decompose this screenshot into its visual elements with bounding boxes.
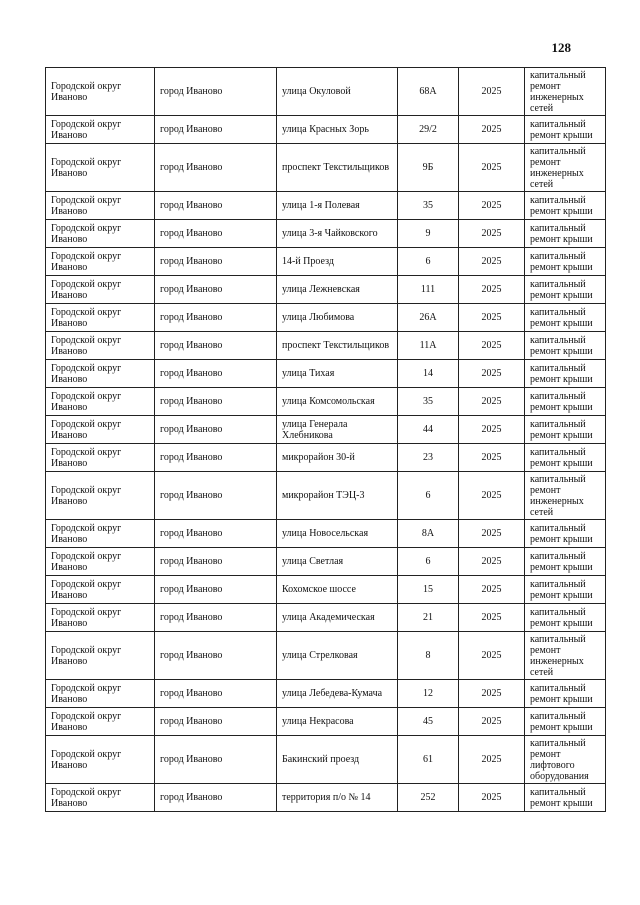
year-cell: 2025 xyxy=(459,708,525,736)
house-number-cell: 23 xyxy=(398,444,459,472)
year-cell: 2025 xyxy=(459,520,525,548)
work-type-cell: капитальный ремонт инженерных сетей xyxy=(525,472,606,520)
work-type-cell: капитальный ремонт крыши xyxy=(525,116,606,144)
city-cell: город Иваново xyxy=(155,276,277,304)
region-cell: Городской округ Иваново xyxy=(46,116,155,144)
street-cell: микрорайон ТЭЦ-3 xyxy=(277,472,398,520)
city-cell: город Иваново xyxy=(155,784,277,812)
house-number-cell: 45 xyxy=(398,708,459,736)
city-cell: город Иваново xyxy=(155,304,277,332)
table-row xyxy=(46,784,606,812)
street-cell: улица Комсомольская xyxy=(277,388,398,416)
street-cell: проспект Текстильщиков xyxy=(277,144,398,192)
house-number-cell: 9 xyxy=(398,220,459,248)
street-cell: улица Тихая xyxy=(277,360,398,388)
street-cell: улица Светлая xyxy=(277,548,398,576)
region-cell: Городской округ Иваново xyxy=(46,220,155,248)
table-row xyxy=(46,116,606,144)
work-type-cell: капитальный ремонт крыши xyxy=(525,548,606,576)
table-row xyxy=(46,332,606,360)
table-row xyxy=(46,520,606,548)
city-cell: город Иваново xyxy=(155,332,277,360)
city-cell: город Иваново xyxy=(155,548,277,576)
work-type-cell: капитальный ремонт крыши xyxy=(525,332,606,360)
region-cell: Городской округ Иваново xyxy=(46,360,155,388)
region-cell: Городской округ Иваново xyxy=(46,736,155,784)
region-cell: Городской округ Иваново xyxy=(46,444,155,472)
city-cell: город Иваново xyxy=(155,444,277,472)
house-number-cell: 61 xyxy=(398,736,459,784)
work-type-cell: капитальный ремонт крыши xyxy=(525,520,606,548)
city-cell: город Иваново xyxy=(155,192,277,220)
table-row xyxy=(46,220,606,248)
page-number: 128 xyxy=(551,40,571,55)
table-row xyxy=(46,472,606,520)
street-cell: улица 3-я Чайковского xyxy=(277,220,398,248)
table-row xyxy=(46,360,606,388)
table-body xyxy=(46,68,606,812)
region-cell: Городской округ Иваново xyxy=(46,632,155,680)
table-row xyxy=(46,444,606,472)
table-row xyxy=(46,736,606,784)
year-cell: 2025 xyxy=(459,736,525,784)
street-cell: Бакинский проезд xyxy=(277,736,398,784)
table-row xyxy=(46,416,606,444)
city-cell: город Иваново xyxy=(155,736,277,784)
street-cell: улица Лебедева-Кумача xyxy=(277,680,398,708)
year-cell: 2025 xyxy=(459,444,525,472)
work-type-cell: капитальный ремонт инженерных сетей xyxy=(525,632,606,680)
region-cell: Городской округ Иваново xyxy=(46,276,155,304)
city-cell: город Иваново xyxy=(155,116,277,144)
year-cell: 2025 xyxy=(459,68,525,116)
region-cell: Городской округ Иваново xyxy=(46,784,155,812)
street-cell: 14-й Проезд xyxy=(277,248,398,276)
city-cell: город Иваново xyxy=(155,388,277,416)
region-cell: Городской округ Иваново xyxy=(46,68,155,116)
city-cell: город Иваново xyxy=(155,576,277,604)
year-cell: 2025 xyxy=(459,276,525,304)
city-cell: город Иваново xyxy=(155,604,277,632)
year-cell: 2025 xyxy=(459,220,525,248)
table-row xyxy=(46,304,606,332)
table-row xyxy=(46,192,606,220)
work-type-cell: капитальный ремонт крыши xyxy=(525,416,606,444)
region-cell: Городской округ Иваново xyxy=(46,388,155,416)
region-cell: Городской округ Иваново xyxy=(46,604,155,632)
house-number-cell: 6 xyxy=(398,248,459,276)
year-cell: 2025 xyxy=(459,360,525,388)
house-number-cell: 44 xyxy=(398,416,459,444)
house-number-cell: 12 xyxy=(398,680,459,708)
region-cell: Городской округ Иваново xyxy=(46,332,155,360)
region-cell: Городской округ Иваново xyxy=(46,680,155,708)
year-cell: 2025 xyxy=(459,548,525,576)
work-type-cell: капитальный ремонт инженерных сетей xyxy=(525,68,606,116)
house-number-cell: 35 xyxy=(398,192,459,220)
house-number-cell: 6 xyxy=(398,472,459,520)
house-number-cell: 35 xyxy=(398,388,459,416)
table-row xyxy=(46,68,606,116)
table-row xyxy=(46,276,606,304)
house-number-cell: 26А xyxy=(398,304,459,332)
house-number-cell: 8А xyxy=(398,520,459,548)
street-cell: улица Некрасова xyxy=(277,708,398,736)
house-number-cell: 8 xyxy=(398,632,459,680)
work-type-cell: капитальный ремонт крыши xyxy=(525,604,606,632)
house-number-cell: 14 xyxy=(398,360,459,388)
year-cell: 2025 xyxy=(459,784,525,812)
street-cell: улица Академическая xyxy=(277,604,398,632)
work-type-cell: капитальный ремонт крыши xyxy=(525,220,606,248)
work-type-cell: капитальный ремонт крыши xyxy=(525,192,606,220)
year-cell: 2025 xyxy=(459,332,525,360)
house-number-cell: 9Б xyxy=(398,144,459,192)
house-number-cell: 6 xyxy=(398,548,459,576)
work-type-cell: капитальный ремонт крыши xyxy=(525,680,606,708)
street-cell: улица Новосельская xyxy=(277,520,398,548)
region-cell: Городской округ Иваново xyxy=(46,548,155,576)
street-cell: улица Генерала Хлебникова xyxy=(277,416,398,444)
work-type-cell: капитальный ремонт крыши xyxy=(525,708,606,736)
street-cell: микрорайон 30-й xyxy=(277,444,398,472)
table-row xyxy=(46,632,606,680)
year-cell: 2025 xyxy=(459,472,525,520)
work-type-cell: капитальный ремонт крыши xyxy=(525,388,606,416)
table-row xyxy=(46,548,606,576)
house-number-cell: 68А xyxy=(398,68,459,116)
street-cell: территория п/о № 14 xyxy=(277,784,398,812)
city-cell: город Иваново xyxy=(155,68,277,116)
street-cell: улица 1-я Полевая xyxy=(277,192,398,220)
work-type-cell: капитальный ремонт крыши xyxy=(525,304,606,332)
street-cell: улица Лежневская xyxy=(277,276,398,304)
house-number-cell: 11А xyxy=(398,332,459,360)
work-type-cell: капитальный ремонт крыши xyxy=(525,784,606,812)
street-cell: Кохомское шоссе xyxy=(277,576,398,604)
year-cell: 2025 xyxy=(459,304,525,332)
region-cell: Городской округ Иваново xyxy=(46,520,155,548)
city-cell: город Иваново xyxy=(155,220,277,248)
street-cell: проспект Текстильщиков xyxy=(277,332,398,360)
table-row xyxy=(46,248,606,276)
table-row xyxy=(46,144,606,192)
work-type-cell: капитальный ремонт крыши xyxy=(525,248,606,276)
year-cell: 2025 xyxy=(459,144,525,192)
region-cell: Городской округ Иваново xyxy=(46,144,155,192)
year-cell: 2025 xyxy=(459,248,525,276)
table-row xyxy=(46,576,606,604)
city-cell: город Иваново xyxy=(155,520,277,548)
house-number-cell: 111 xyxy=(398,276,459,304)
region-cell: Городской округ Иваново xyxy=(46,248,155,276)
street-cell: улица Любимова xyxy=(277,304,398,332)
region-cell: Городской округ Иваново xyxy=(46,192,155,220)
region-cell: Городской округ Иваново xyxy=(46,472,155,520)
work-type-cell: капитальный ремонт крыши xyxy=(525,360,606,388)
region-cell: Городской округ Иваново xyxy=(46,304,155,332)
work-type-cell: капитальный ремонт крыши xyxy=(525,276,606,304)
region-cell: Городской округ Иваново xyxy=(46,576,155,604)
region-cell: Городской округ Иваново xyxy=(46,416,155,444)
table-row xyxy=(46,388,606,416)
region-cell: Городской округ Иваново xyxy=(46,708,155,736)
year-cell: 2025 xyxy=(459,388,525,416)
table-row xyxy=(46,680,606,708)
year-cell: 2025 xyxy=(459,116,525,144)
year-cell: 2025 xyxy=(459,416,525,444)
house-number-cell: 252 xyxy=(398,784,459,812)
work-type-cell: капитальный ремонт лифтового оборудования xyxy=(525,736,606,784)
street-cell: улица Окуловой xyxy=(277,68,398,116)
city-cell: город Иваново xyxy=(155,144,277,192)
year-cell: 2025 xyxy=(459,192,525,220)
year-cell: 2025 xyxy=(459,680,525,708)
city-cell: город Иваново xyxy=(155,416,277,444)
city-cell: город Иваново xyxy=(155,472,277,520)
year-cell: 2025 xyxy=(459,576,525,604)
year-cell: 2025 xyxy=(459,632,525,680)
city-cell: город Иваново xyxy=(155,632,277,680)
work-type-cell: капитальный ремонт крыши xyxy=(525,444,606,472)
work-type-cell: капитальный ремонт инженерных сетей xyxy=(525,144,606,192)
house-number-cell: 15 xyxy=(398,576,459,604)
work-type-cell: капитальный ремонт крыши xyxy=(525,576,606,604)
house-number-cell: 29/2 xyxy=(398,116,459,144)
table-row xyxy=(46,708,606,736)
table-row xyxy=(46,604,606,632)
city-cell: город Иваново xyxy=(155,360,277,388)
house-number-cell: 21 xyxy=(398,604,459,632)
street-cell: улица Красных Зорь xyxy=(277,116,398,144)
year-cell: 2025 xyxy=(459,604,525,632)
city-cell: город Иваново xyxy=(155,708,277,736)
repair-schedule-table xyxy=(45,67,606,812)
street-cell: улица Стрелковая xyxy=(277,632,398,680)
city-cell: город Иваново xyxy=(155,248,277,276)
city-cell: город Иваново xyxy=(155,680,277,708)
